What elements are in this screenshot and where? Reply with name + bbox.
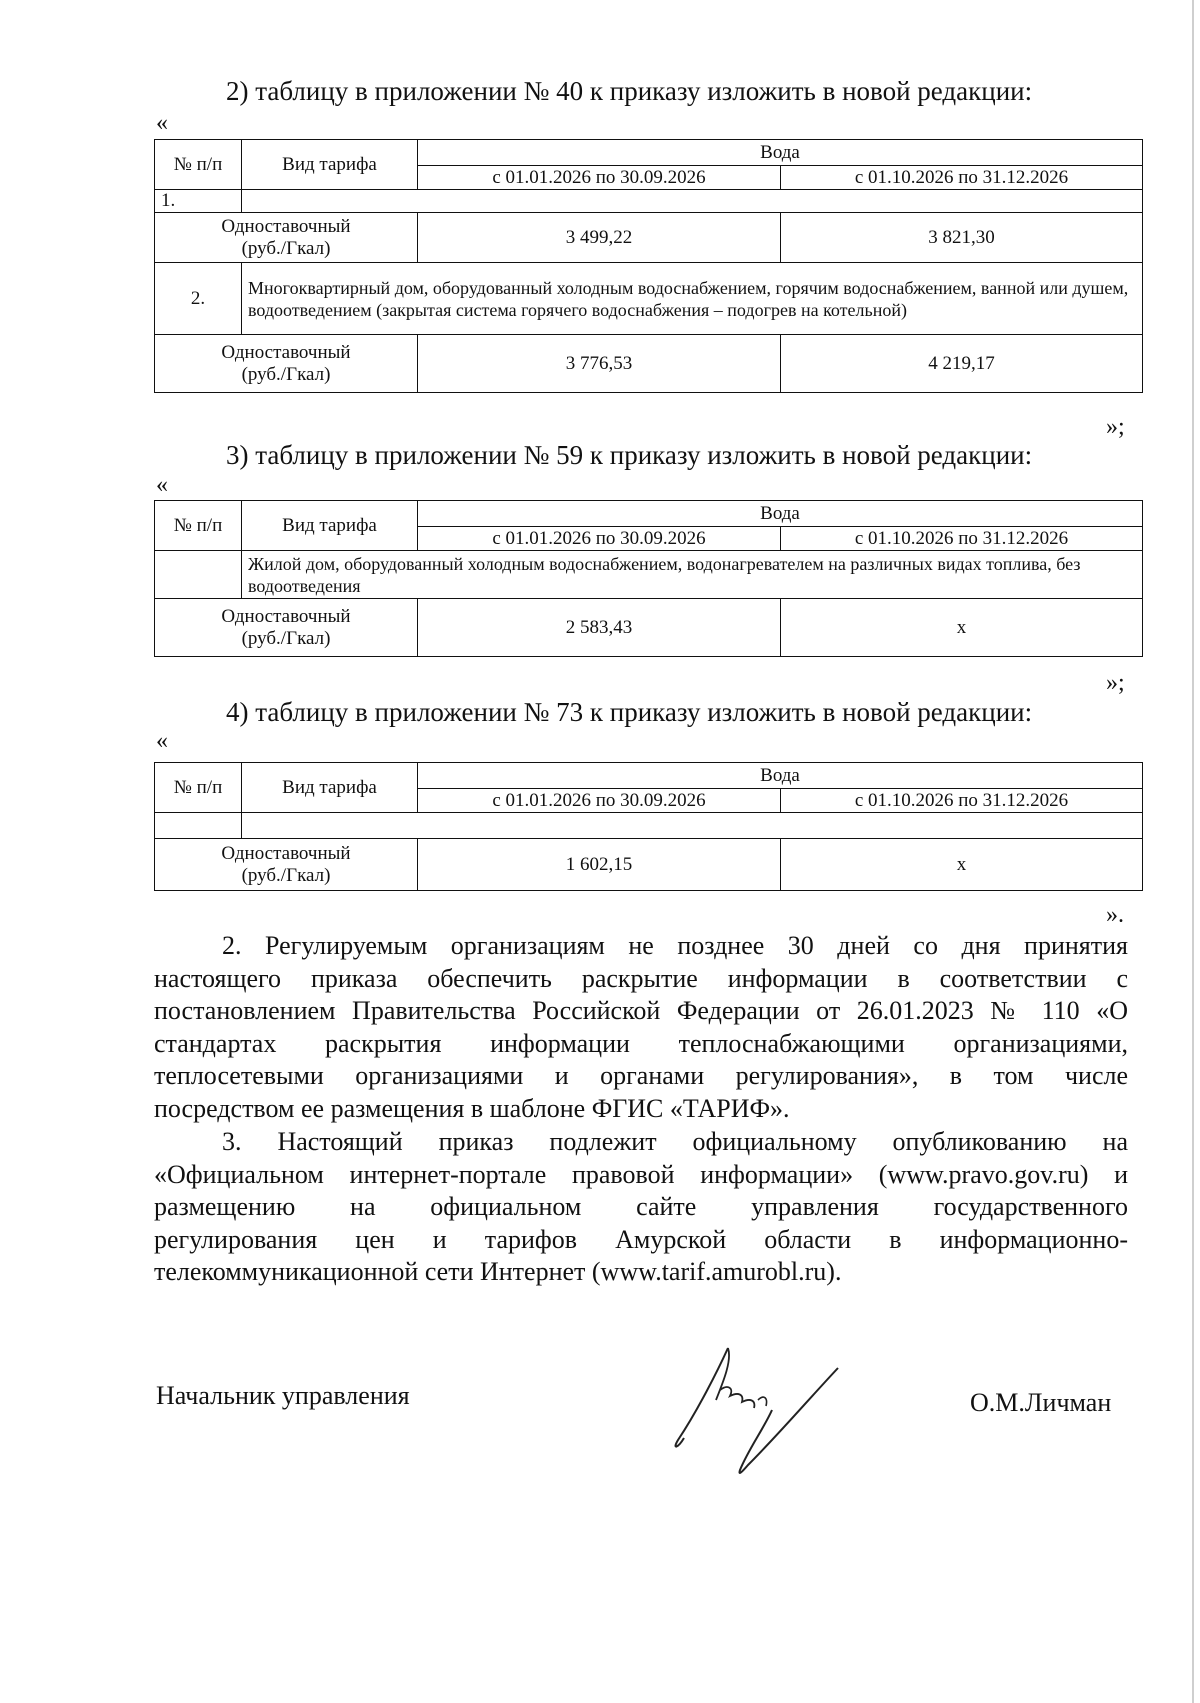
paragraph-3: [154, 1126, 1128, 1289]
signatory-name: О.М.Личман: [970, 1388, 1112, 1417]
row-number: 1.: [155, 190, 242, 213]
tariff-type-label: Одноставочный: [221, 341, 351, 363]
close-quote: »;: [1106, 670, 1125, 696]
tariff-unit-label: (руб./Гкал): [241, 363, 331, 385]
paragraph-line: посредством ее размещения в шаблоне ФГИС «ТАРИФ».: [154, 1093, 790, 1123]
table-row: [155, 599, 1143, 657]
handwritten-signature: [668, 1340, 848, 1480]
close-quote: »;: [1106, 414, 1125, 440]
row-description: Многоквартирный дом, оборудованный холодным водоснабжением, горячим водоснабжением, ванной или душем, водоотведением (закрытая система горячего водоснабжения – подогрев на котельной): [242, 263, 1143, 335]
column-header-period-2: с 01.10.2026 по 31.12.2026: [781, 166, 1143, 190]
item-heading: 3) таблицу в приложении № 59 к приказу изложить в новой редакции:: [226, 440, 1033, 470]
close-quote: ».: [1106, 902, 1124, 928]
tariff-type-label: Одноставочный: [221, 842, 351, 864]
paragraph-line: стандартах раскрытия информации теплоснабжающими организациями,: [154, 1028, 1128, 1058]
row-description: [242, 190, 1143, 213]
paragraph-line: 2. Регулируемым организациям не позднее 30 дней со дня принятия: [222, 931, 1128, 960]
scan-edge: [1192, 0, 1194, 1703]
tariff-value-period-1: 3 776,53: [418, 335, 781, 393]
paragraph-line: настоящего приказа обеспечить раскрытие информации в соответствии с: [154, 963, 1128, 993]
row-description: Жилой дом, оборудованный холодным водоснабжением, водонагревателем на различных видах топлива, без водоотведения: [242, 551, 1143, 599]
column-group-header: Вода: [418, 140, 1143, 166]
table-row: [155, 263, 1143, 335]
tariff-value-period-2: х: [781, 839, 1143, 891]
row-description: [242, 813, 1143, 839]
column-header-number: № п/п: [155, 763, 242, 813]
tariff-unit-label: (руб./Гкал): [241, 864, 331, 886]
tariff-unit-label: (руб./Гкал): [241, 237, 331, 259]
open-quote: «: [156, 110, 168, 136]
column-header-period-1: с 01.01.2026 по 30.09.2026: [418, 527, 781, 551]
tariff-value-period-2: 3 821,30: [781, 213, 1143, 263]
table-row: [155, 551, 1143, 599]
tariff-table: [154, 762, 1143, 891]
column-header-tariff-type: Вид тарифа: [242, 501, 418, 551]
tariff-type-label: Одноставочный: [221, 215, 351, 237]
open-quote: «: [156, 472, 168, 498]
table-row: [155, 839, 1143, 891]
tariff-table: [154, 139, 1143, 393]
signatory-title: Начальник управления: [156, 1381, 410, 1410]
item-heading: 4) таблицу в приложении № 73 к приказу изложить в новой редакции:: [226, 697, 1033, 727]
paragraph-line: постановлением Правительства Российской Федерации от 26.01.2023 № 110 «О: [154, 996, 1128, 1025]
column-header-tariff-type: Вид тарифа: [242, 763, 418, 813]
table-row: [155, 213, 1143, 263]
paragraph-line: регулирования цен и тарифов Амурской области в информационно-: [154, 1224, 1128, 1254]
table-row: [155, 190, 1143, 213]
tariff-value-period-2: 4 219,17: [781, 335, 1143, 393]
tariff-value-period-1: 2 583,43: [418, 599, 781, 657]
column-group-header: Вода: [418, 763, 1143, 789]
row-number: 2.: [155, 263, 242, 335]
table-row: [155, 813, 1143, 839]
tariff-unit-label: (руб./Гкал): [241, 627, 331, 649]
column-header-number: № п/п: [155, 140, 242, 190]
tariff-type-label: Одноставочный: [221, 605, 351, 627]
open-quote: «: [156, 728, 168, 754]
column-header-period-1: с 01.01.2026 по 30.09.2026: [418, 789, 781, 813]
table-row: [155, 335, 1143, 393]
row-number: [155, 551, 242, 599]
item-heading: 2) таблицу в приложении № 40 к приказу изложить в новой редакции:: [226, 76, 1033, 106]
column-header-number: № п/п: [155, 501, 242, 551]
row-number: [155, 813, 242, 839]
column-group-header: Вода: [418, 501, 1143, 527]
column-header-period-1: с 01.01.2026 по 30.09.2026: [418, 166, 781, 190]
paragraph-line: телекоммуникационной сети Интернет (www.tarif.amurobl.ru).: [154, 1257, 842, 1286]
paragraph-line: 3. Настоящий приказ подлежит официальному опубликованию на: [222, 1127, 1128, 1156]
tariff-value-period-1: 1 602,15: [418, 839, 781, 891]
paragraph-line: «Официальном интернет-портале правовой информации» (www.pravo.gov.ru) и: [154, 1159, 1128, 1189]
paragraph-line: теплосетевыми организациями и органами регулирования», в том числе: [154, 1061, 1128, 1090]
tariff-value-period-2: х: [781, 599, 1143, 657]
column-header-period-2: с 01.10.2026 по 31.12.2026: [781, 789, 1143, 813]
paragraph-line: размещению на официальном сайте управления государственного: [154, 1192, 1128, 1221]
paragraph-2: [154, 930, 1128, 1125]
column-header-tariff-type: Вид тарифа: [242, 140, 418, 190]
tariff-value-period-1: 3 499,22: [418, 213, 781, 263]
tariff-table: [154, 500, 1143, 657]
column-header-period-2: с 01.10.2026 по 31.12.2026: [781, 527, 1143, 551]
